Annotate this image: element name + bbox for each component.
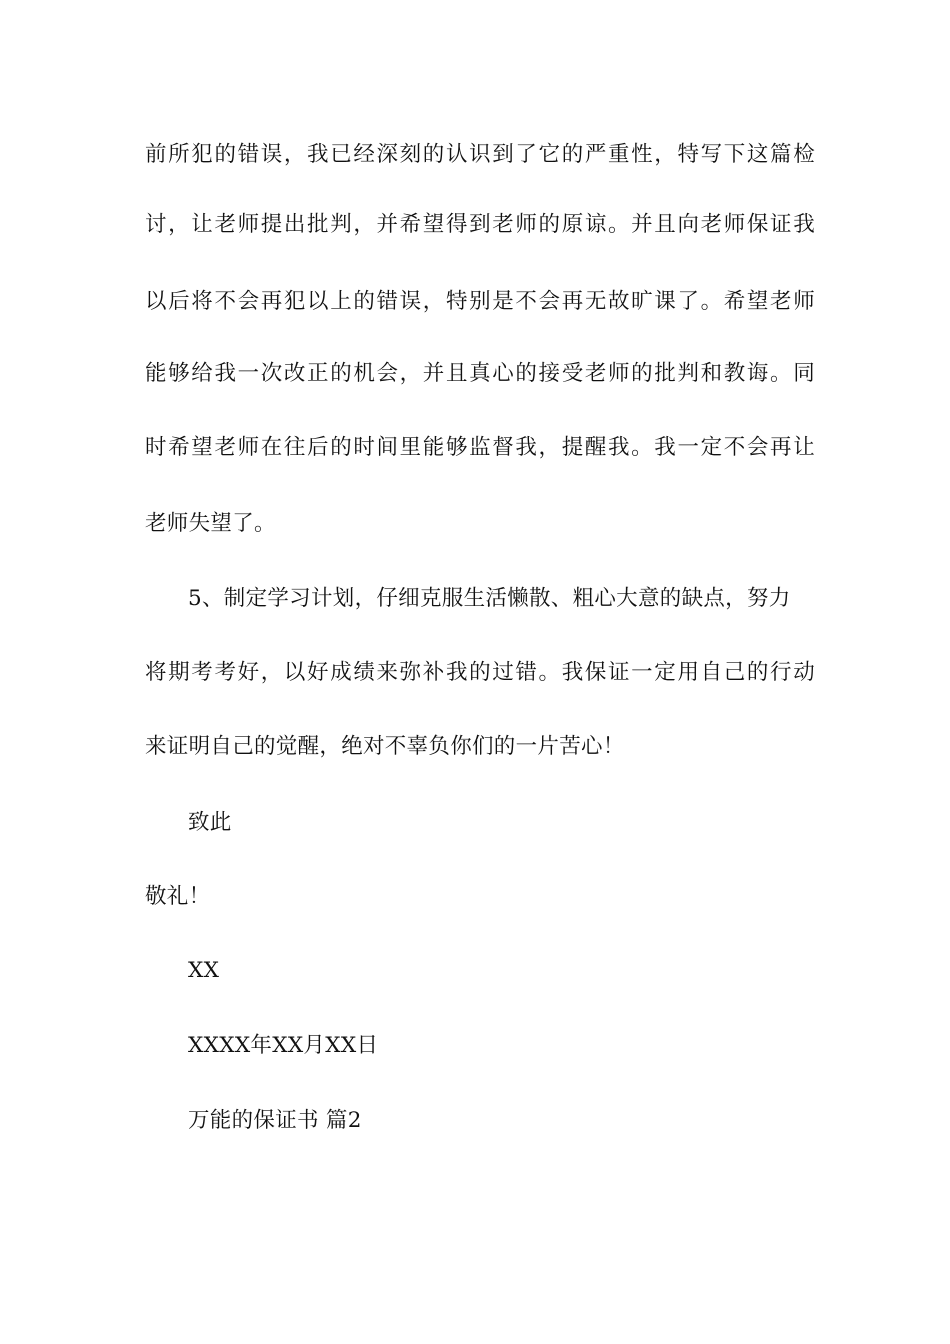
next-section-heading: 万能的保证书 篇2 <box>188 1108 362 1133</box>
paragraph-1-line-2: 讨，让老师提出批判，并希望得到老师的原谅。并且向老师保证我 <box>145 212 815 237</box>
paragraph-1-line-4: 能够给我一次改正的机会，并且真心的接受老师的批判和教诲。同 <box>145 361 815 386</box>
paragraph-2-line-2: 将期考考好，以好成绩来弥补我的过错。我保证一定用自己的行动 <box>145 660 815 685</box>
paragraph-1-line-3: 以后将不会再犯以上的错误，特别是不会再无故旷课了。希望老师 <box>145 289 815 314</box>
signature-text: XX <box>188 958 220 983</box>
paragraph-1-line-5: 时希望老师在往后的时间里能够监督我，提醒我。我一定不会再让 <box>145 435 815 460</box>
paragraph-2-line-3: 来证明自己的觉醒，绝对不辜负你们的一片苦心！ <box>145 734 625 759</box>
closing-text: 致此 <box>188 810 232 835</box>
date-text: XXXX年XX月XX日 <box>188 1033 379 1058</box>
paragraph-1-line-6: 老师失望了。 <box>145 511 276 536</box>
salute-text: 敬礼！ <box>145 884 211 909</box>
paragraph-2-line-1: 5、制定学习计划，仔细克服生活懒散、粗心大意的缺点，努力 <box>188 586 791 611</box>
paragraph-1-line-1: 前所犯的错误，我已经深刻的认识到了它的严重性，特写下这篇检 <box>145 142 815 167</box>
